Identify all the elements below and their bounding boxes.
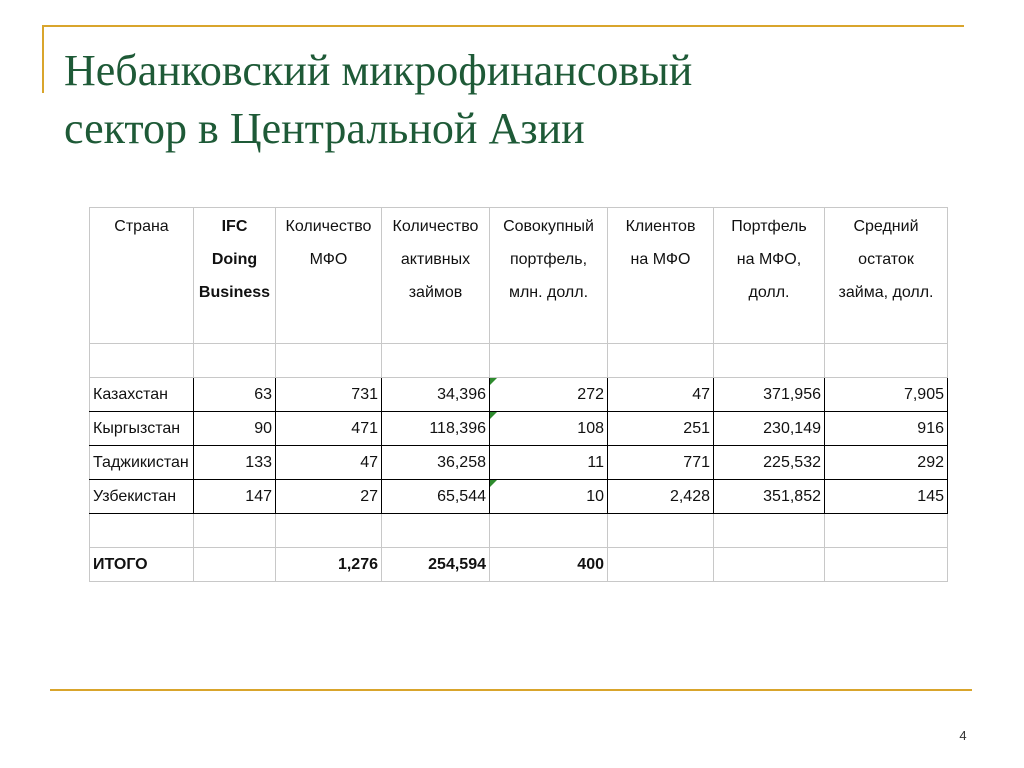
cell-total-portfolio: 108 <box>490 412 608 446</box>
cell-total-label: ИТОГО <box>90 548 194 582</box>
cell-ifc: 63 <box>194 378 276 412</box>
header-ifc-doing-business: IFC Doing Business <box>194 208 276 344</box>
header-country: Страна <box>90 208 194 344</box>
table-spacer-row <box>90 344 948 378</box>
table-row-kyrgyzstan <box>90 412 948 446</box>
table-row-total <box>90 548 948 582</box>
page-number: 4 <box>959 728 967 743</box>
cell-total-portfolio: 272 <box>490 378 608 412</box>
cell-total-portfolio: 400 <box>490 548 608 582</box>
header-portfolio-per-mfo: Портфель на МФО, долл. <box>714 208 825 344</box>
cell-ifc: 133 <box>194 446 276 480</box>
data-table-container <box>89 207 948 582</box>
cell-mfo-count: 731 <box>276 378 382 412</box>
cell-marker-icon <box>490 412 497 419</box>
header-avg-loan-balance: Средний остаток займа, долл. <box>825 208 948 344</box>
cell-total-avg-loan <box>825 548 948 582</box>
cell-avg-loan: 916 <box>825 412 948 446</box>
cell-avg-loan: 145 <box>825 480 948 514</box>
table-spacer-row <box>90 514 948 548</box>
bottom-accent-rule <box>50 689 972 691</box>
header-total-portfolio: Совокупный портфель, млн. долл. <box>490 208 608 344</box>
table-row-tajikistan <box>90 446 948 480</box>
cell-portfolio-per-mfo: 351,852 <box>714 480 825 514</box>
table-header-row <box>90 208 948 344</box>
cell-total-portfolio-per-mfo <box>714 548 825 582</box>
cell-country: Узбекистан <box>90 480 194 514</box>
header-mfo-count: Количество МФО <box>276 208 382 344</box>
cell-total-portfolio: 10 <box>490 480 608 514</box>
cell-avg-loan: 292 <box>825 446 948 480</box>
cell-clients-per-mfo: 47 <box>608 378 714 412</box>
cell-country: Кыргызстан <box>90 412 194 446</box>
cell-total-portfolio: 11 <box>490 446 608 480</box>
left-accent-rule <box>42 25 44 93</box>
cell-mfo-count: 471 <box>276 412 382 446</box>
title-line-1: Небанковский микрофинансовый <box>64 46 693 95</box>
cell-country: Казахстан <box>90 378 194 412</box>
cell-active-loans: 118,396 <box>382 412 490 446</box>
cell-marker-icon <box>490 480 497 487</box>
cell-active-loans: 65,544 <box>382 480 490 514</box>
cell-active-loans: 36,258 <box>382 446 490 480</box>
cell-clients-per-mfo: 771 <box>608 446 714 480</box>
cell-marker-icon <box>490 378 497 385</box>
cell-total-mfo-count: 1,276 <box>276 548 382 582</box>
header-active-loans: Количество активных займов <box>382 208 490 344</box>
cell-mfo-count: 27 <box>276 480 382 514</box>
cell-portfolio-per-mfo: 225,532 <box>714 446 825 480</box>
cell-clients-per-mfo: 2,428 <box>608 480 714 514</box>
header-clients-per-mfo: Клиентов на МФО <box>608 208 714 344</box>
cell-total-ifc <box>194 548 276 582</box>
table-row-kazakhstan <box>90 378 948 412</box>
title-line-2: сектор в Центральной Азии <box>64 104 585 153</box>
top-accent-rule <box>42 25 964 27</box>
cell-ifc: 147 <box>194 480 276 514</box>
slide-title <box>64 42 944 158</box>
table-row-uzbekistan <box>90 480 948 514</box>
cell-total-active-loans: 254,594 <box>382 548 490 582</box>
cell-mfo-count: 47 <box>276 446 382 480</box>
cell-portfolio-per-mfo: 230,149 <box>714 412 825 446</box>
microfinance-table <box>89 207 948 582</box>
cell-ifc: 90 <box>194 412 276 446</box>
cell-clients-per-mfo: 251 <box>608 412 714 446</box>
cell-avg-loan: 7,905 <box>825 378 948 412</box>
cell-total-clients <box>608 548 714 582</box>
cell-country: Таджикистан <box>90 446 194 480</box>
cell-active-loans: 34,396 <box>382 378 490 412</box>
cell-portfolio-per-mfo: 371,956 <box>714 378 825 412</box>
